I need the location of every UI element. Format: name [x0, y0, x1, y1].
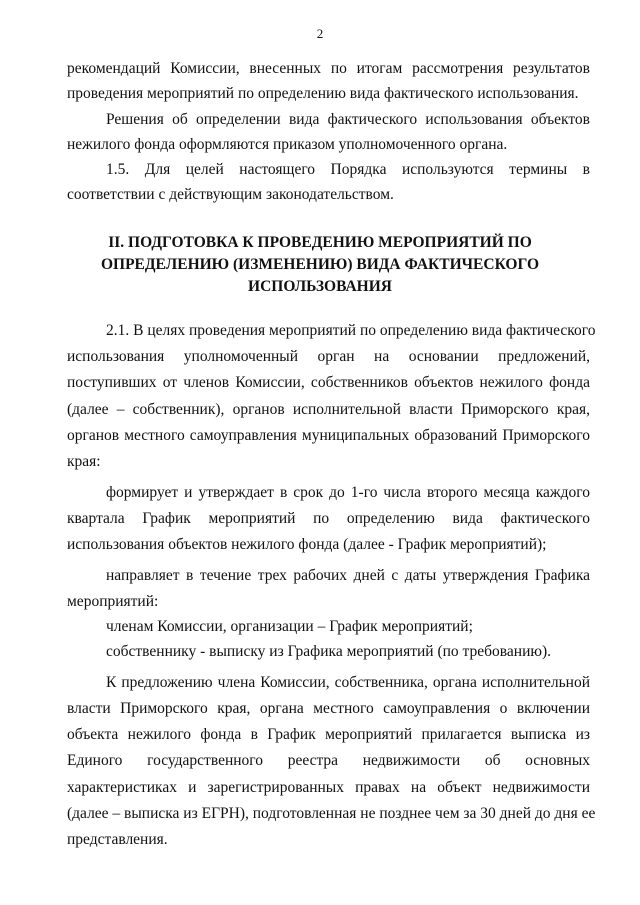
text-line: края: — [67, 453, 101, 470]
text-line: представления. — [67, 831, 168, 848]
text-line: характеристиках и зарегистрированных правах на объект недвижимости — [67, 779, 590, 796]
text-line: (далее – собственник), органов исполнительной власти Приморского края, — [67, 401, 590, 418]
text-line: использования объектов нежилого фонда (далее - График мероприятий); — [67, 536, 547, 553]
section-heading: ИСПОЛЬЗОВАНИЯ — [248, 278, 392, 295]
text-line: (далее – выписка из ЕГРН), подготовленная не позднее чем за 30 дней до дня ее — [67, 805, 596, 822]
text-line: 1.5. Для целей настоящего Порядка используются термины в — [106, 161, 590, 178]
text-line: членам Комиссии, организации – График мероприятий; — [106, 618, 473, 635]
text-line: К предложению члена Комиссии, собственника, органа исполнительной — [106, 674, 590, 691]
section-heading: ОПРЕДЕЛЕНИЮ (ИЗМЕНЕНИЮ) ВИДА ФАКТИЧЕСКОГО — [100, 256, 540, 273]
text-line: поступивших от членов Комиссии, собственников объектов нежилого фонда — [67, 374, 590, 391]
text-line: власти Приморского края, органа местного самоуправления о включении — [67, 700, 590, 717]
text-line: 2.1. В целях проведения мероприятий по определению вида фактического — [106, 322, 596, 339]
text-line: органов местного самоуправления муниципальных образований Приморского — [67, 427, 590, 444]
text-line: Решения об определении вида фактического использования объектов — [106, 111, 590, 128]
text-line: квартала График мероприятий по определению вида фактического — [67, 510, 590, 527]
text-line: использования уполномоченный орган на основании предложений, — [67, 348, 590, 365]
text-line: формирует и утверждает в срок до 1-го числа второго месяца каждого — [106, 484, 590, 501]
text-line: рекомендаций Комиссии, внесенных по итогам рассмотрения результатов — [67, 60, 590, 77]
text-line: собственнику - выписку из Графика мероприятий (по требованию). — [106, 643, 551, 660]
text-line: нежилого фонда оформляются приказом уполномоченного органа. — [67, 136, 508, 153]
text-line: Единого государственного реестра недвижимости об основных — [67, 752, 590, 769]
page-number: 2 — [316, 26, 324, 41]
text-line: соответствии с действующим законодательством. — [67, 186, 394, 203]
text-line: объекта нежилого фонда в График мероприятий прилагается выписка из — [67, 726, 590, 743]
text-line: направляет в течение трех рабочих дней с даты утверждения Графика — [106, 567, 590, 584]
text-line: проведения мероприятий по определению вида фактического использования. — [67, 85, 579, 102]
text-line: мероприятий: — [67, 593, 159, 610]
section-heading: II. ПОДГОТОВКА К ПРОВЕДЕНИЮ МЕРОПРИЯТИЙ ПО — [108, 234, 532, 251]
